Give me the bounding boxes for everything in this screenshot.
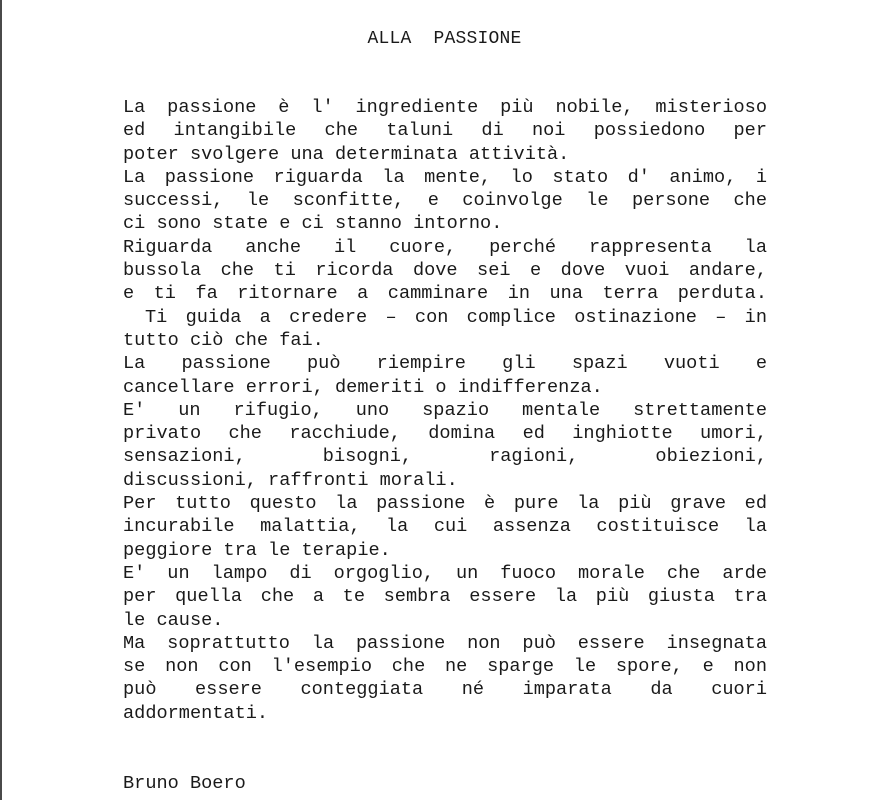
- text-line: se non con l'esempio che ne sparge le spore, e non: [123, 656, 767, 678]
- document-body: [123, 96, 767, 725]
- text-line: La passione può riempire gli spazi vuoti e: [123, 353, 767, 375]
- text-line: E' un lampo di orgoglio, un fuoco morale che arde: [123, 562, 767, 584]
- text-line: bussola che ti ricorda dove sei e dove vuoi andare,: [123, 260, 767, 282]
- text-line: ed intangibile che taluni di noi possiedono per: [123, 120, 767, 142]
- text-line: Ti guida a credere – con complice ostinazione – in: [145, 306, 767, 328]
- document-title: ALLA PASSIONE: [367, 29, 522, 49]
- text-line: Riguarda anche il cuore, perché rappresenta la: [123, 236, 767, 258]
- text-line: cancellare errori, demeriti o indifferenza.: [123, 376, 603, 398]
- text-line: La passione è l' ingrediente più nobile, misterioso: [123, 97, 767, 118]
- text-line: poter svolgere una determinata attività.: [123, 143, 570, 165]
- text-line: successi, le sconfitte, e coinvolge le persone che: [123, 190, 767, 212]
- text-line: incurabile malattia, la cui assenza costituisce la: [123, 516, 767, 538]
- text-line: privato che racchiude, domina ed inghiotte umori,: [123, 423, 767, 445]
- text-line: e ti fa ritornare a camminare in una terra perduta.: [123, 283, 767, 305]
- text-line: tutto ciò che fai.: [123, 329, 324, 351]
- text-line: Ma soprattutto la passione non può essere insegnata: [123, 632, 767, 654]
- text-line: E' un rifugio, uno spazio mentale strettamente: [123, 399, 767, 421]
- text-line: addormentati.: [123, 702, 269, 724]
- text-line: La passione riguarda la mente, lo stato d' animo, i: [123, 166, 767, 188]
- author-signature: Bruno Boero: [123, 773, 246, 794]
- text-line: peggiore tra le terapie.: [123, 539, 391, 561]
- text-line: può essere conteggiata né imparata da cuori: [123, 679, 767, 701]
- text-line: ci sono state e ci stanno intorno.: [123, 213, 503, 235]
- text-line: discussioni, raffronti morali.: [123, 469, 458, 491]
- document-page: [2, 0, 869, 800]
- text-line: le cause.: [123, 609, 224, 631]
- text-line: Per tutto questo la passione è pure la più grave ed: [123, 493, 767, 515]
- text-line: per quella che a te sembra essere la più giusta tra: [123, 586, 767, 608]
- text-line: sensazioni, bisogni, ragioni, obiezioni,: [123, 446, 767, 468]
